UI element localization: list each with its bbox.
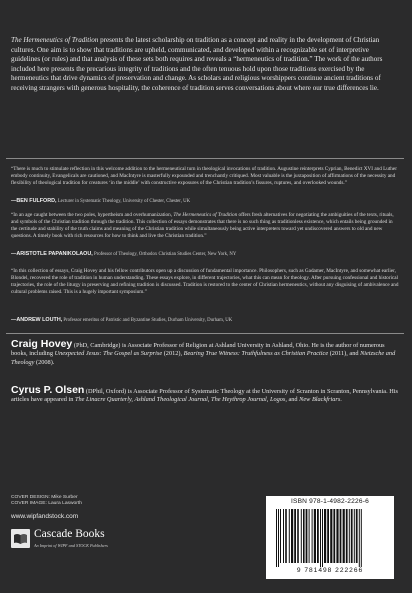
endorser-affiliation: Professor of Theology, Orthodox Christian Studies Center, New York, NY: [92, 252, 237, 257]
cover-image-credit: COVER IMAGE: Laura Lasworth: [11, 501, 82, 506]
publisher-subtitle: An Imprint of WIPF and STOCK Publishers: [34, 543, 108, 548]
endorser-name: —ARISTOTLE PAPANIKOLAOU,: [11, 251, 93, 257]
publisher-logo: [11, 528, 151, 558]
endorsement-quote: “In an age caught between the two poles, hypertheism and overhumanization, The Hermeneutics of Tradition offers fresh alternatives for negotiating the ambiguities of the texts, rituals, and symbols of the Christian tradition through the tradition. This collection of essays demonstrates that there is no such thing as traditionless existence, which entails being grounded in the certitude and stability of the truth claims and meaning of the Christian tradition while simultaneously being active interpreters toward yet undiscovered answers to old and new questions. A timely book with rich resources for how to think and live the Christian tradition.”: [11, 212, 394, 240]
endorsement-attribution: [11, 317, 399, 324]
cover-credits: [11, 495, 211, 507]
barcode-digits: 9 781498 222266: [296, 567, 364, 574]
author-bio: Craig Hovey (PhD, Cambridge) is Associate Professor of Religion at Ashland University in Ashland, Ohio. He is the author of numerous books, including Unexpected Jesus: The Gospel as Surprise (2012), Bearing True Witness: Truthfulness as Christian Practice (2011), and Nietzsche and Theology (2008).: [11, 338, 396, 366]
description-text: presents the latest scholarship on tradition as a concept and reality in the development of Christian cultures. One aim is to show that traditions are upheld, communicated, and developed within a recognizable set of interpretive guidelines (or rules) and that analysis of these sets both requires and reveals a “hermeneutics of tradition.” The work of the authors included here presents the precarious integrity of traditions and the often tenuous hold upon those traditions exercised by the hermeneutics that drive dynamics of preservation and change. As scholars and religious worshippers continue ancient traditions of receiving strangers with generous hospitality, the coherence of tradition serves conversations about where our true differences lie.: [11, 36, 383, 92]
isbn-label: ISBN 978-1-4982-2226-6: [290, 498, 370, 505]
publisher-website[interactable]: www.wipfandstock.com: [11, 513, 79, 520]
author-name: Cyrus P. Olsen: [11, 384, 85, 396]
endorsement-attribution: [11, 251, 399, 258]
author-name: Craig Hovey: [11, 338, 73, 350]
endorser-name: —BEN FULFORD,: [11, 198, 57, 204]
endorsement-quote: “There is much to stimulate reflection in this welcome addition to the hermeneutical turn in theological invocations of tradition. Augustine reinterprets Cyprian, Benedict XVI and Luther embody continuity, Evangelicals are cautioned, and MacIntyre is masterfully expounded and trenchantly critiqued. Most valuable is the juxtaposition of affirmations of the necessity and flexibility of theological tradition for creatures ‘in the middle’ with constructive exposures of the Christian tradition’s fissures, ruptures, and overlooked wounds.”: [11, 166, 397, 187]
divider: [6, 158, 404, 159]
endorser-affiliation: Lecturer in Systematic Theology, University of Chester, Chester, UK: [56, 199, 191, 204]
cascade-book-logo-icon: [11, 529, 30, 548]
endorser-affiliation: Professor emeritus of Patristic and Byzantine Studies, Durham University, Durham, UK: [62, 318, 233, 323]
isbn-barcode: [266, 496, 394, 579]
endorser-name: —ANDREW LOUTH,: [11, 317, 63, 323]
barcode-bars: [270, 509, 390, 567]
endorsement-quote: “In this collection of essays, Craig Hovey and his fellow contributors open up a discussion of fundamental importance. Philosophers, such as Gadamer, MacIntyre, and somewhat earlier, Blondel, recovered the role of tradition in human understanding. These essays explore, in different trajectories, what this can mean for theology. After pursuing confessional and historical trajectories, the role of the liturgy in preserving and refining tradition is discussed. Tradition is restored to the center of Christian hermeneutics, without any disguising of ambivalence and cultural problems raised. This is a hugely important symposium.”: [11, 268, 399, 296]
author-bio: Cyrus P. Olsen (DPhil, Oxford) is Associate Professor of Systematic Theology at the University of Scranton in Scranton, Pennsylvania. His articles have appeared in The Linacre Quarterly, Ashland Theological Journal, The Heythrop Journal, Logos, and New Blackfriars.: [11, 384, 398, 404]
publisher-name: Cascade Books: [34, 528, 105, 540]
endorsement-attribution: [11, 198, 399, 205]
cover-design-credit: COVER DESIGN: Mike Surber: [11, 495, 78, 500]
book-description: [11, 36, 399, 94]
description-title: The Hermeneutics of Tradition: [11, 36, 99, 44]
divider: [6, 333, 404, 334]
